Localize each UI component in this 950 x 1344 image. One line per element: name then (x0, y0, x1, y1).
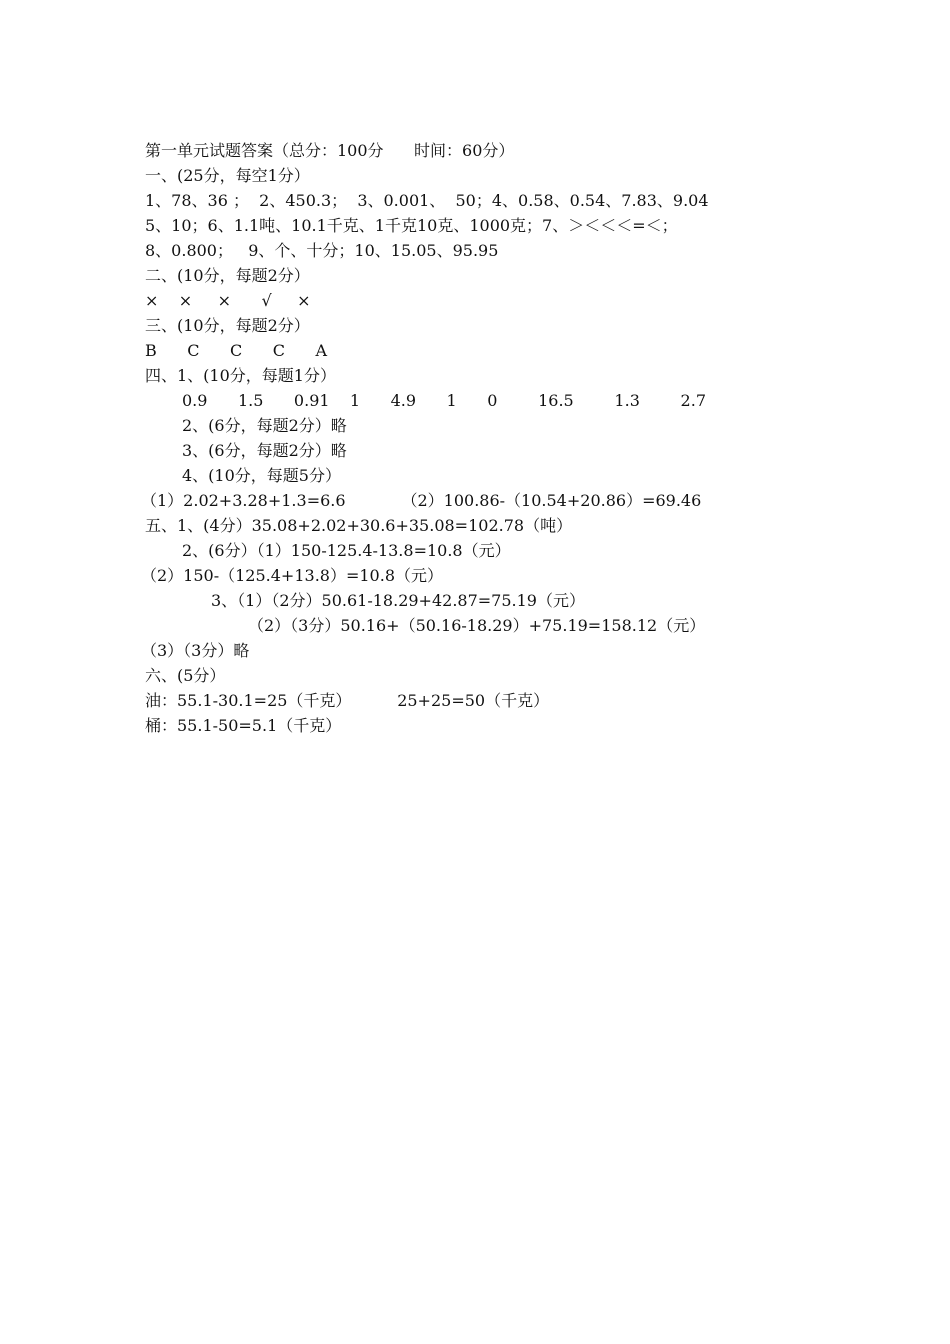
section-1-answers-a: 1、78、36 ； 2、450.3； 3、0.001、 50；4、0.58、0.54、7.83、9.04 (145, 191, 709, 210)
section-4-q2: 2、(6分，每题2分）略 (182, 416, 347, 435)
section-5-q3-part1: 3、（1）（2分）50.61-18.29+42.87=75.19（元） (211, 591, 585, 610)
answer-content (141, 138, 805, 738)
section-6-bucket-answer: 桶：55.1-50=5.1（千克） (145, 716, 342, 735)
section-4-q1-answers: 0.9 1.5 0.91 1 4.9 1 0 16.5 1.3 2.7 (182, 391, 706, 410)
section-6-heading: 六、(5分） (145, 666, 226, 685)
section-5-q2-part1: 2、(6分）（1）150-125.4-13.8=10.8（元） (182, 541, 511, 560)
section-2-heading: 二、(10分，每题2分） (145, 266, 310, 285)
section-4-q4: 4、(10分，每题5分） (182, 466, 341, 485)
section-2-answers: × × × √ × (145, 291, 311, 310)
section-1-answers-c: 8、0.800； 9、个、十分；10、15.05、95.95 (145, 241, 499, 260)
section-1-answers-b: 5、10；6、1.1吨、10.1千克、1千克10克、1000克；7、＞＜＜＜=＜； (145, 216, 678, 235)
section-4-q4-answers: （1）2.02+3.28+1.3=6.6 （2）100.86-（10.54+20.86）=69.46 (141, 491, 702, 510)
section-5-q1: 五、1、(4分）35.08+2.02+30.6+35.08=102.78（吨） (145, 516, 573, 535)
section-1-heading: 一、(25分，每空1分） (145, 166, 310, 185)
document-title: 第一单元试题答案（总分：100分 时间：60分） (145, 141, 515, 160)
section-3-heading: 三、(10分，每题2分） (145, 316, 310, 335)
section-3-answers: B C C C A (145, 341, 328, 360)
section-4-q3: 3、(6分，每题2分）略 (182, 441, 347, 460)
section-4-heading: 四、1、(10分，每题1分） (145, 366, 336, 385)
section-5-q3-part2: （2）（3分）50.16+（50.16-18.29）+75.19=158.12（元） (248, 616, 706, 635)
section-5-q2-part2: （2）150-（125.4+13.8）=10.8（元） (141, 566, 443, 585)
section-6-oil-answer: 油：55.1-30.1=25（千克） 25+25=50（千克） (145, 691, 550, 710)
section-5-q3-part3: （3）（3分）略 (141, 641, 250, 660)
